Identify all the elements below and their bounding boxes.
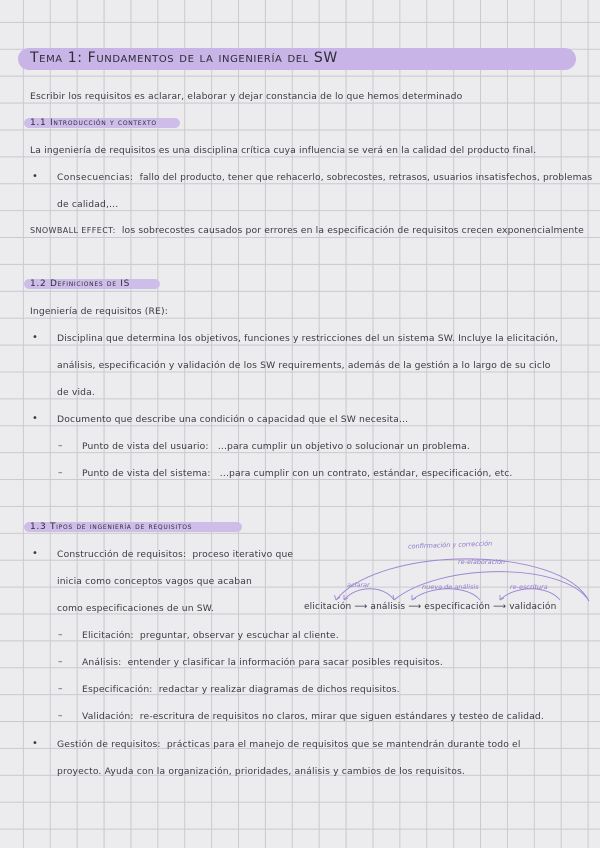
- s2-b1-l2: análisis, especificación y validación de los SW requirements, además de la gestión a lo largo de su ciclo: [57, 360, 551, 371]
- dash: –: [58, 630, 63, 640]
- s3-d3-label: Especificación:: [82, 684, 153, 695]
- s2-d1-text: ...para cumplir un objetivo o solucionar un problema.: [217, 441, 470, 452]
- s3-d3-text: redactar y realizar diagramas de dichos requisitos.: [158, 684, 400, 695]
- s3-b1-l2: inicia como conceptos vagos que acaban: [57, 576, 252, 587]
- arc-aclarar: [344, 589, 394, 600]
- page-title: Tema 1: Fundamentos de la ingeniería del SW: [30, 50, 338, 66]
- s3-d3: [82, 684, 400, 695]
- s2-b2: Documento que describe una condición o capacidad que el SW necesita...: [57, 414, 409, 425]
- s3-d1-text: preguntar, observar y escuchar al cliente.: [139, 630, 339, 641]
- dash: –: [58, 711, 63, 721]
- arc-label-nueva: nueva de análisis: [422, 583, 479, 591]
- s2-d1-label: Punto de vista del usuario:: [82, 441, 209, 452]
- s3-d4-text: re-escritura de requisitos no claros, mirar que siguen estándares y testeo de calidad.: [139, 711, 544, 722]
- s1-consequences-cont: de calidad,...: [57, 199, 119, 210]
- bullet: •: [32, 171, 38, 182]
- arc-label-reelaboration: re-elaboración: [458, 558, 506, 566]
- s2-sub: Ingeniería de requisitos (RE):: [30, 306, 168, 317]
- bullet: •: [32, 738, 38, 749]
- process-flow: elicitación ⟶ análisis ⟶ especificación ⟶ validación: [304, 602, 557, 612]
- section-3-heading: 1.3 Tipos de ingeniería de requisitos: [30, 522, 193, 532]
- s3-d2-label: Análisis:: [82, 657, 122, 668]
- s3-b2-l2: proyecto. Ayuda con la organización, prioridades, análisis y cambios de los requisitos.: [57, 766, 465, 777]
- s2-d2-text: ...para cumplir con un contrato, estándar, especificación, etc.: [219, 468, 513, 479]
- s2-b1-l1: Disciplina que determina los objetivos, funciones y restricciones del un sistema SW. Incluye la elicitación,: [57, 333, 559, 344]
- s1-consequences-label: Consecuencias:: [57, 172, 134, 183]
- section-2-heading: 1.2 Definiciones de IS: [30, 279, 131, 289]
- s2-d2-label: Punto de vista del sistema:: [82, 468, 211, 479]
- snowball-label: SNOWBALL EFFECT:: [30, 226, 116, 235]
- s3-b2-label: Gestión de requisitos:: [57, 739, 161, 750]
- dash: –: [58, 657, 63, 667]
- bullet: •: [32, 413, 38, 424]
- bullet: •: [32, 548, 38, 559]
- dash: –: [58, 684, 63, 694]
- dash: –: [58, 468, 63, 478]
- section-1-heading: 1.1 Introducción y contexto: [30, 118, 157, 128]
- s3-b1-l3: como especificaciones de un SW.: [57, 603, 214, 614]
- s3-b1-text: proceso iterativo que: [192, 549, 294, 560]
- s3-d4-label: Validación:: [82, 711, 134, 722]
- s3-b1-label: Construcción de requisitos:: [57, 549, 187, 560]
- s3-b2-l1: [57, 739, 521, 750]
- s3-d4: [82, 711, 544, 722]
- arc-label-aclarar: aclarar: [347, 581, 370, 589]
- arc-label-reescritura: re-escritura: [510, 583, 548, 591]
- s3-d2: [82, 657, 443, 668]
- s3-d2-text: entender y clasificar la información para sacar posibles requisitos.: [127, 657, 443, 668]
- s3-d1: [82, 630, 339, 641]
- bullet: •: [32, 332, 38, 343]
- dash: –: [58, 441, 63, 451]
- s2-b1-l3: de vida.: [57, 387, 95, 398]
- arc-label-confirmation: confirmación y corrección: [407, 539, 493, 551]
- snowball-text: los sobrecostes causados por errores en la especificación de requisitos crecen exponencialmente: [121, 225, 584, 236]
- intro-line: Escribir los requisitos es aclarar, elaborar y dejar constancia de lo que hemos determinado: [30, 91, 463, 102]
- s3-d1-label: Elicitación:: [82, 630, 134, 641]
- s1-consequences-text: fallo del producto, tener que rehacerlo, sobrecostes, retrasos, usuarios insatisfechos, problemas: [139, 172, 593, 183]
- s3-b2-text: prácticas para el manejo de requisitos que se mantendrán durante todo el: [166, 739, 521, 750]
- s1-line1: La ingeniería de requisitos es una disciplina crítica cuya influencia se verá en la calidad del producto final.: [30, 145, 537, 156]
